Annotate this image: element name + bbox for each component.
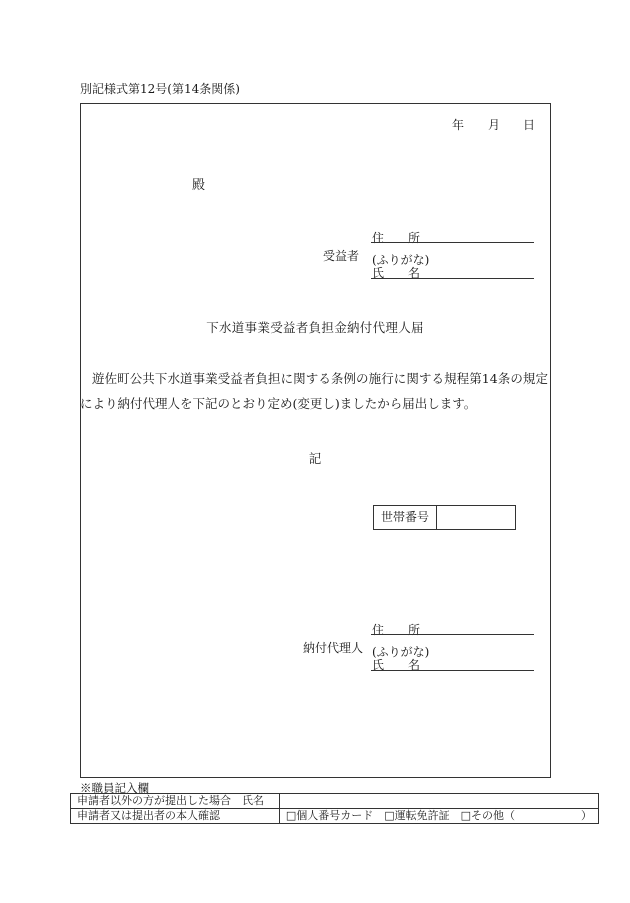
household-number-label: 世帯番号 <box>374 506 437 529</box>
agent-address-label: 住 所 <box>372 623 421 637</box>
document-title: 下水道事業受益者負担金納付代理人届 <box>206 320 424 335</box>
staff-row-label: 申請者又は提出者の本人確認 <box>71 809 280 824</box>
table-row <box>71 809 599 824</box>
beneficiary-address-label: 住 所 <box>372 231 421 245</box>
beneficiary-furigana-label: (ふりがな) <box>372 253 430 267</box>
agent-name-label: 氏 名 <box>372 658 421 672</box>
staff-section-title: ※職員記入欄 <box>80 781 149 795</box>
agent-name-line <box>371 670 534 671</box>
beneficiary-name-line <box>371 278 534 279</box>
beneficiary-name-label: 氏 名 <box>372 266 421 280</box>
beneficiary-label: 受益者 <box>323 249 360 263</box>
body-paragraph: 遊佐町公共下水道事業受益者負担に関する条例の施行に関する規程第14条の規定により納付代理人を下記のとおり定め(変更し)ましたから届出します。 <box>80 371 548 411</box>
agent-label: 納付代理人 <box>303 641 364 655</box>
date-year: 年 <box>452 118 465 132</box>
addressee-suffix: 殿 <box>192 178 206 193</box>
table-row <box>71 794 599 809</box>
body-text <box>80 366 548 416</box>
agent-furigana-label: (ふりがな) <box>372 645 430 659</box>
id-check-options[interactable]: □個人番号カード □運転免許証 □その他（ ） <box>279 809 598 824</box>
form-code: 別記様式第12号(第14条関係) <box>80 82 240 96</box>
staff-row-label: 申請者以外の方が提出した場合 氏名 <box>71 794 280 809</box>
ki-heading: 記 <box>308 451 322 466</box>
staff-table <box>70 793 599 824</box>
agent-address-line <box>371 634 534 635</box>
form-frame <box>80 103 551 778</box>
household-number-field[interactable] <box>437 506 515 529</box>
beneficiary-address-line <box>371 242 534 243</box>
date-day: 日 <box>523 118 536 132</box>
household-number-box <box>373 505 516 530</box>
staff-row-value[interactable] <box>279 794 598 809</box>
date-month: 月 <box>488 118 501 132</box>
